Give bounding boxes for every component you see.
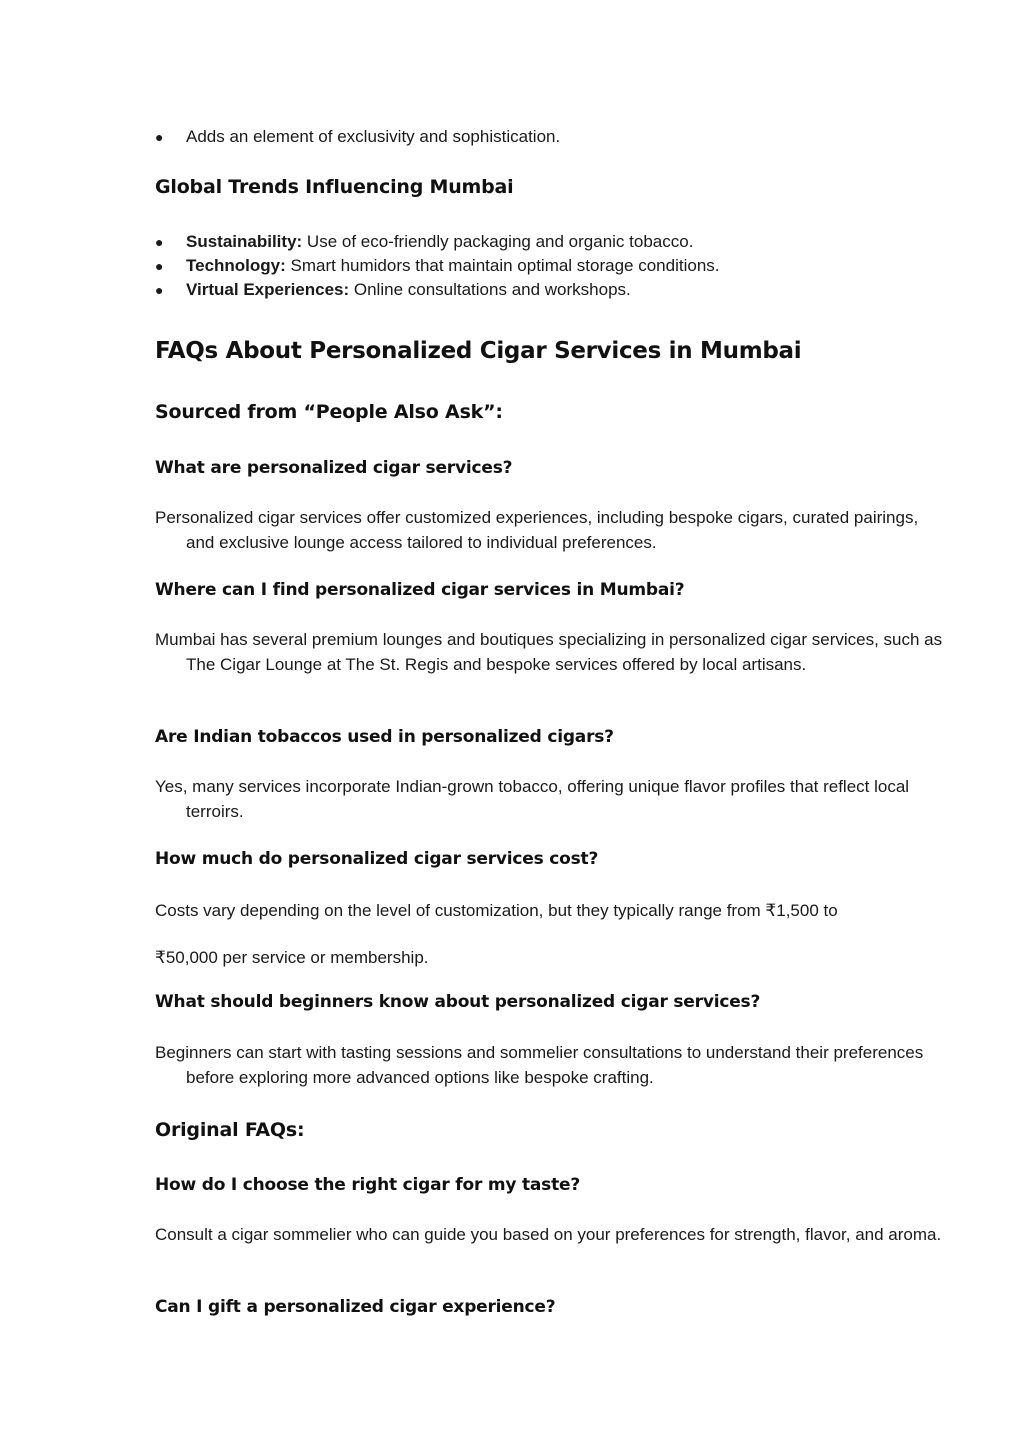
global-trends-heading: Global Trends Influencing Mumbai: [155, 176, 514, 198]
faq-question: Where can I find personalized cigar services in Mumbai?: [155, 580, 685, 600]
bullet-icon: ●: [155, 234, 164, 250]
original-faqs-heading: Original FAQs:: [155, 1119, 305, 1141]
trend-label: Sustainability:: [186, 232, 303, 251]
faq-question: What are personalized cigar services?: [155, 458, 513, 478]
bullet-icon: ●: [155, 258, 164, 274]
faq-answer: Costs vary depending on the level of customization, but they typically range from ₹1,500 to: [155, 901, 838, 920]
faq-question: How much do personalized cigar services cost?: [155, 849, 599, 869]
faq-question: What should beginners know about personalized cigar services?: [155, 992, 761, 1012]
trend-label: Technology:: [186, 256, 286, 275]
faq-question: Can I gift a personalized cigar experience?: [155, 1297, 556, 1317]
faq-answer: Personalized cigar services offer customized experiences, including bespoke cigars, curated pairings, and exclusive lounge access tailored to individual preferences.: [155, 508, 919, 552]
trend-text: Smart humidors that maintain optimal storage conditions.: [285, 256, 720, 275]
faq-answer-continued: ₹50,000 per service or membership.: [155, 948, 429, 967]
faq-answer: Consult a cigar sommelier who can guide you based on your preferences for strength, flavor, and aroma.: [155, 1225, 942, 1244]
bullet-icon: ●: [155, 129, 164, 145]
faq-question: Are Indian tobaccos used in personalized cigars?: [155, 727, 614, 747]
intro-bullet-text: Adds an element of exclusivity and sophistication.: [186, 127, 561, 146]
bullet-icon: ●: [155, 282, 164, 298]
trend-text: Online consultations and workshops.: [349, 280, 631, 299]
faq-section-title: FAQs About Personalized Cigar Services in Mumbai: [155, 338, 802, 364]
faq-answer: Yes, many services incorporate Indian-grown tobacco, offering unique flavor profiles that reflect local terroirs.: [155, 777, 910, 821]
faq-answer: Beginners can start with tasting sessions and sommelier consultations to understand their preferences before exploring more advanced options like bespoke crafting.: [155, 1043, 924, 1087]
faq-question: How do I choose the right cigar for my taste?: [155, 1175, 581, 1195]
paa-heading: Sourced from “People Also Ask”:: [155, 401, 503, 423]
faq-answer: Mumbai has several premium lounges and boutiques specializing in personalized cigar services, such as The Cigar Lounge at The St. Regis and bespoke services offered by local artisans.: [155, 630, 943, 674]
trend-text: Use of eco-friendly packaging and organic tobacco.: [302, 232, 694, 251]
trend-label: Virtual Experiences:: [186, 280, 350, 299]
